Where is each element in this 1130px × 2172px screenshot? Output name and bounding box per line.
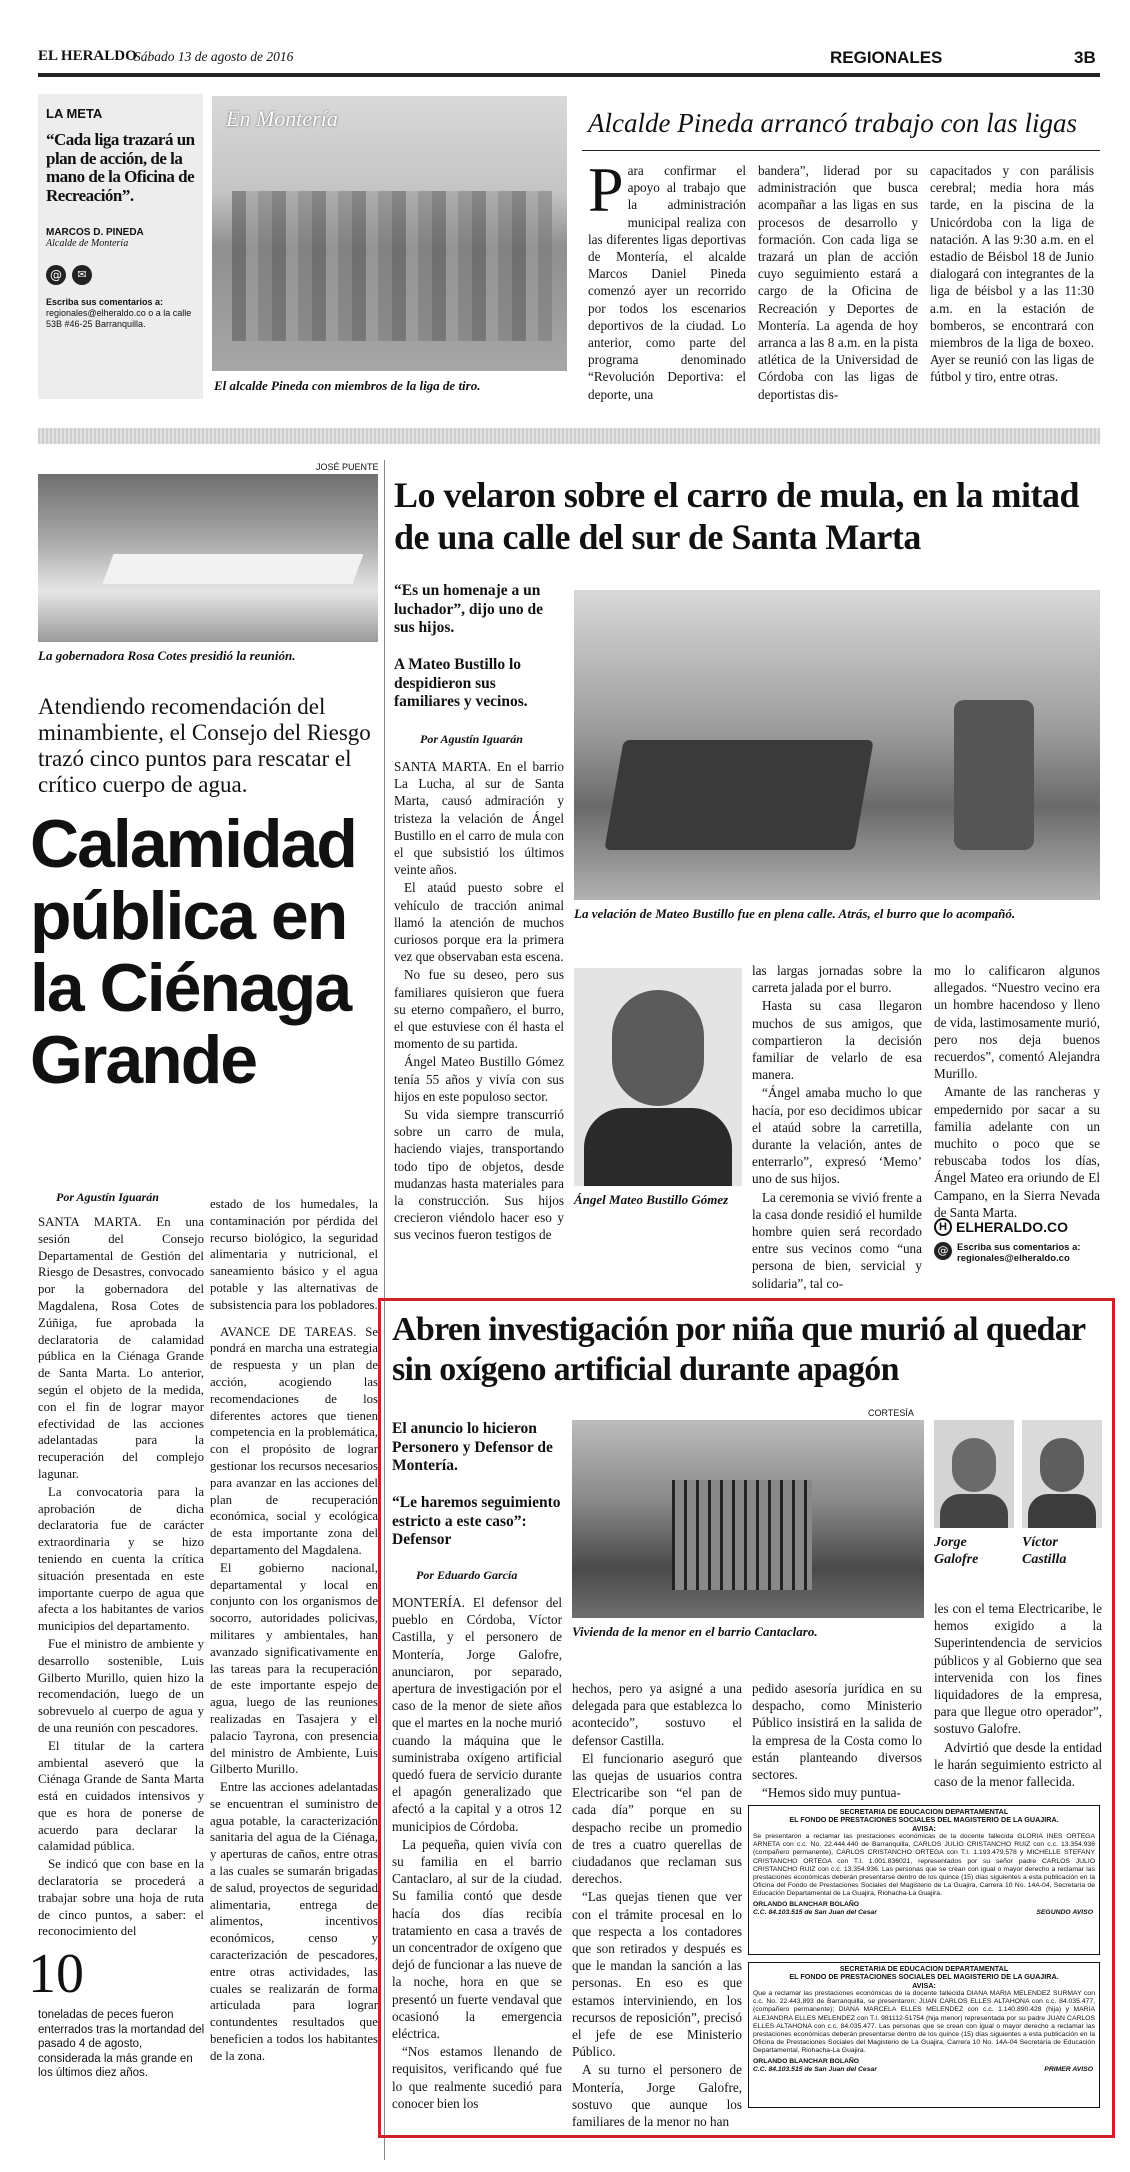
velorio-p5: Su vida siempre transcurrió sobre un carro de mula, haciendo viajes, transportando todo tipo de objetos, desde mudanzas hasta materiales para la construcción. Sus hijos crecieron viéndolo hacer eso y sus vecinos fueron testigos de bbox=[394, 1107, 564, 1243]
at-icon: @ bbox=[934, 1242, 952, 1260]
meta-label: LA META bbox=[46, 106, 103, 121]
monteria-column-2 bbox=[758, 162, 918, 403]
nina-p9: “Hemos sido muy puntua- bbox=[762, 1785, 901, 1801]
paper-name: EL HERALDO bbox=[38, 48, 137, 64]
velorio-column-2 bbox=[752, 962, 922, 1293]
nina-p8: pedido asesoría jurídica en su despacho, como Ministerio Público insistirá en la salida de la empresa de la Costa como lo están planteando diversos sectores. bbox=[752, 1681, 922, 1783]
velorio-headline: Lo velaron sobre el carro de mula, en la mitad de una calle del sur de Santa Marta bbox=[394, 475, 1079, 557]
nina-photo bbox=[572, 1420, 924, 1618]
nina-p7: A su turno el personero de Montería, Jorge Galofre, sostuvo que aunque los familiares de la menor no han bbox=[572, 2062, 742, 2130]
issue-date: Sábado 13 de agosto de 2016 bbox=[134, 49, 294, 64]
nina-deck: El anuncio lo hicieron Personero y Defensor de Montería. bbox=[392, 1420, 553, 1474]
notice-1-signer-id: C.C. 84.103.515 de San Juan del Cesar bbox=[753, 1909, 877, 1917]
velorio-column-3 bbox=[934, 962, 1100, 1222]
cienaga-deck: Atendiendo recomendación del minambiente, el Consejo del Riesgo trazó cinco puntos para rescatar el crítico cuerpo de agua. bbox=[38, 694, 371, 797]
velorio-portrait bbox=[574, 968, 742, 1186]
notice-1-signer: ORLANDO BLANCHAR BOLAÑO bbox=[753, 1900, 860, 1908]
cienaga-photo-caption: La gobernadora Rosa Cotes presidió la reunión. bbox=[38, 648, 296, 663]
nina-p5: El funcionario aseguró que las quejas de usuarios contra Electricaribe son “el pan de cada día” porque en su despacho recibe un promedio de tres a cuatro querellas de ciudadanos que reclaman sus derechos. bbox=[572, 1750, 742, 1887]
monteria-text-1: ara confirmar el apoyo al trabajo que la administración municipal realiza con las diferentes ligas deportivas de Montería, el alcalde Marcos Daniel Pineda comenzó ayer un recorrido por todos los escenarios deportivos de la ciudad. Lo anterior, como parte del programa denominado “Revolución Deportiva: el deporte, una bbox=[588, 163, 746, 402]
monteria-photo-caption: El alcalde Pineda con miembros de la liga de tiro. bbox=[214, 378, 481, 393]
cienaga-p7: AVANCE DE TAREAS. Se pondrá en marcha una estrategia de respuesta y un plan de acción, acogiendo las recomendaciones de los diferentes actores que tienen competencia en la problemática, con el propósito de lograr gestionar los recursos necesarios para avanzar en las acciones del plan de recuperación económica, social y ecológica de esta importante zona del departamento del Magdalena. bbox=[210, 1324, 378, 1557]
section-name: REGIONALES bbox=[830, 48, 943, 67]
monteria-headline: Alcalde Pineda arrancó trabajo con las ligas bbox=[588, 108, 1077, 138]
cienaga-headline: Calamidad pública en la Ciénaga Grande bbox=[30, 806, 356, 1098]
notice-1-title-1: SECRETARIA DE EDUCACION DEPARTAMENTAL bbox=[839, 1807, 1009, 1816]
cienaga-p2: La convocatoria para la aprobación de dicha declaratoria fue de carácter extraordinaria y se hizo teniendo en cuenta la crítica situación presentada en este importante cuerpo de agua que afecta a los habitantes de varios municipios del departamento. bbox=[38, 1484, 204, 1634]
notice-1-number: SEGUNDO AVISO bbox=[1036, 1909, 1093, 1917]
velorio-photo bbox=[574, 590, 1100, 900]
nina-column-4 bbox=[934, 1600, 1102, 1791]
notice-2-signer-id: C.C. 84.103.515 de San Juan del Cesar bbox=[753, 2066, 877, 2074]
masthead-rule bbox=[38, 73, 1100, 77]
velorio-portrait-caption: Ángel Mateo Bustillo Gómez bbox=[574, 1192, 729, 1207]
velorio-photo-caption: La velación de Mateo Bustillo fue en plena calle. Atrás, el burro que lo acompañó. bbox=[574, 906, 1016, 921]
cienaga-stat-text: toneladas de peces fueron enterrados tras la mortandad del pasado 4 de agosto, considerada la más grande en los últimos diez años. bbox=[38, 2009, 205, 2079]
cienaga-p1: SANTA MARTA. En una sesión del Consejo Departamental de Gestión del Riesgo de Desastres, convocado por la gobernadora del Magdalena, Rosa Cotes de Zúñiga, fue aprobada la declaratoria de calamidad pública en la Ciénaga Grande de Santa Marta. Lo anterior, según el objeto de la medida, con el fin de lograr mayor efectividad de las acciones adelantadas para la recuperación del complejo lagunar. bbox=[38, 1215, 204, 1481]
nina-pullquote: “Le haremos seguimiento estricto a este caso”: Defensor bbox=[392, 1494, 561, 1548]
cienaga-p4: El titular de la cartera ambiental aseveró que la Ciénaga Grande de Santa Marta está en cuidados intensivos y que es hora de ponerse de acuerdo para declarar la calamidad pública. bbox=[38, 1738, 204, 1854]
nina-column-1 bbox=[392, 1594, 562, 2113]
velorio-p6: las largas jornadas sobre la carreta jalada por el burro. bbox=[752, 963, 922, 996]
nina-portrait-1 bbox=[934, 1420, 1014, 1528]
nina-p4: hechos, pero ya asigné a una delegada para que establezca lo acontecido”, sostuvo el defensor Castilla. bbox=[572, 1681, 742, 1748]
velorio-p7: Hasta su casa llegaron muchos de sus amigos, que compartieron la decisión familiar de velarlo de esa manera. bbox=[752, 998, 922, 1083]
cienaga-p9: Entre las acciones adelantadas se encuentran el suministro de agua potable, la caracterización sanitaria del agua de la Ciénaga, y aperturas de caños, entre otras a las cuales se sumarán brigadas de salud, proyectos de seguridad alimentaria, entrega de alimentos, incentivos económicos, censo y caracterización de pescadores, entre otras actividades, las cuales se realizarán de forma articulada para lograr contundentes resultados que beneficien a todos los habitantes de la zona. bbox=[210, 1780, 378, 2063]
site-contact-email: regionales@elheraldo.co bbox=[957, 1253, 1070, 1264]
nina-p1: MONTERÍA. El defensor del pueblo en Córdoba, Víctor Castilla, y el personero de Montería, Jorge Galofre, anunciaron, por separado, apertura de investigación por el caso de la menor de siete años que el martes en la noche murió cuando la máquina que le suministraba oxígeno artificial quedó fuera de servicio durante el apagón generalizado que afectó a la capital y a otros 12 municipios de Córdoba. bbox=[392, 1595, 562, 1834]
nina-portrait-2 bbox=[1022, 1420, 1102, 1528]
velorio-p9: La ceremonia se vivió frente a la casa donde residió el humilde hombre quien será recordado entre sus vecinos como “una persona de bien, servicial y solidaria”, tal co- bbox=[752, 1189, 923, 1291]
monteria-kicker: En Montería bbox=[226, 106, 338, 131]
nina-p3: “Nos estamos llenando de requisitos, verificando qué fue lo que realmente sucedió para conocer bien los bbox=[392, 2044, 562, 2111]
velorio-p1: SANTA MARTA. En el barrio La Lucha, al sur de Santa Marta, causó admiración y tristeza la velación de Ángel Bustillo en el carro de mula con el que subsistió los últimos veinte años. bbox=[394, 759, 564, 878]
nina-byline: Por Eduardo García bbox=[416, 1568, 518, 1582]
notice-2-signer: ORLANDO BLANCHAR BOLAÑO bbox=[753, 2057, 860, 2065]
velorio-column-1 bbox=[394, 758, 564, 1245]
nina-portrait-1-caption: Jorge Galofre bbox=[934, 1535, 979, 1567]
notice-2-label: AVISA: bbox=[912, 1980, 936, 1990]
velorio-p2: El ataúd puesto sobre el vehículo de tracción animal llamó la atención de muchos curiosos porque era la primera vez que observaban esta escena. bbox=[394, 880, 564, 965]
velorio-p4: Ángel Mateo Bustillo Gómez tenía 55 años y vivía con sus hijos en este populoso sector. bbox=[394, 1054, 564, 1104]
cienaga-photo-credit: JOSÉ PUENTE bbox=[316, 462, 379, 472]
nina-p11: Advirtió que desde la entidad le harán seguimiento estricto al caso de la menor fallecida. bbox=[934, 1739, 1102, 1790]
monteria-column-3 bbox=[930, 162, 1094, 386]
velorio-pullquote: “Es un homenaje a un luchador”, dijo uno de sus hijos. bbox=[394, 582, 544, 636]
site-contact-label: Escriba sus comentarios a: bbox=[957, 1242, 1081, 1253]
monteria-photo bbox=[212, 96, 567, 371]
nina-p6: “Las quejas tienen que ver con el trámite procesal en lo que respecta a los contadores que son retirados y después es que le mandan la sanción a las personas. En eso es que estamos interviniendo, en los recursos de reposición”, precisó el jefe de ese Ministerio Público. bbox=[572, 1889, 742, 2060]
notice-2-title-2: EL FONDO DE PRESTACIONES SOCIALES DEL MAGISTERIO DE LA GUAJIRA. bbox=[789, 1972, 1059, 1982]
monteria-column-1 bbox=[588, 154, 746, 403]
site-logo-text: ELHERALDO.CO bbox=[956, 1219, 1068, 1235]
meta-quote: “Cada liga trazará un plan de acción, de la mano de la Oficina de Recreación”. bbox=[46, 130, 195, 205]
site-promo bbox=[934, 1218, 1100, 1264]
velorio-p11: Amante de las rancheras y empedernido por sacar a su familia adelante con un muchito o poco que se rebuscaba todos los días, Ángel Mateo era oriundo de El Campano, en la Sierra Nevada de Santa Marta. bbox=[934, 1084, 1100, 1220]
notice-2-title-1: SECRETARIA DE EDUCACION DEPARTAMENTAL bbox=[839, 1964, 1009, 1973]
nina-column-3 bbox=[752, 1680, 922, 1802]
legal-notice-2 bbox=[748, 1962, 1100, 2108]
cienaga-column-1 bbox=[38, 1214, 204, 1941]
cienaga-stat-number: 10 bbox=[28, 1943, 84, 2005]
meta-author-role: Alcalde de Montería bbox=[46, 238, 129, 249]
cienaga-p6: estado de los humedales, la contaminación por pérdida del recurso biológico, la seguridad alimentaria y nutricional, el saneamiento básico y el agua potable y las alternativas de subsistencia para los pobladores. bbox=[210, 1197, 378, 1312]
meta-box bbox=[38, 94, 203, 399]
cienaga-p5: Se indicó que con base en la declaratoria se procederá a trabajar sobre una hoja de ruta de cinco puntos, a saber: el reconocimiento del bbox=[38, 1857, 204, 1939]
notice-1-label: AVISA: bbox=[912, 1823, 936, 1833]
section-divider bbox=[38, 428, 1100, 444]
notice-1-title-2: EL FONDO DE PRESTACIONES SOCIALES DEL MAGISTERIO DE LA GUAJIRA. bbox=[789, 1815, 1059, 1825]
meta-author: MARCOS D. PINEDA bbox=[46, 227, 144, 238]
cienaga-photo bbox=[38, 474, 378, 642]
nina-p2: La pequeña, quien vivía con su familia en el barrio Cantaclaro, al sur de la ciudad. Su familia contó que desde hacía dos días recibía tratamiento en casa a través de un concentrador de oxígeno que dejó de funcionar a las nueve de la noche, hora en que se presentó un fuerte vendaval que ocasionó la emergencia eléctrica. bbox=[392, 1836, 562, 2042]
page-number: 3B bbox=[1074, 48, 1096, 67]
notice-2-body: Que a reclamar las prestaciones económicas de la docente fallecida DIANA MARIA MELENDEZ SURMAY con c.c. No. 22.443.893 de Barranquilla, se presentaron: JUAN CARLOS ELLES ALTAHONA con c.c. 84.035.477, (compañero permanente); DIANA MARCELA ELLES MELENDEZ con c.c. 1.140.890.428 (hija) y MARIA ALEJANDRA ELLES MELENDEZ con T.I. 981112-51754 (hija menor) representada por su padre JUAN CARLOS ELLES ALTAHONA con c.c. 84.035.477. Las personas que se crean con igual o mayor derecho a reclamar las prestaciones económicas deberán presentarse dentro de los quince (15) días siguientes a esta publicación en la Oficina de Prestaciones Sociales del Magisterio de La Guajira, Carrera 10 No. 14A-04 Secretaría de Educación Departamental, Riohacha-La Guajira. bbox=[753, 1990, 1095, 2054]
cienaga-p8: El gobierno nacional, departamental y local en conjunto con los organismos de socorro, autoridades policivas, militares y ambientales, han avanzado significativamente en las tareas para la recuperación de este importante espejo de agua, luego de las reuniones realizadas en Tasajera y el palacio Tayrona, con presencia del ministro de Ambiente, Luis Gilberto Murillo. bbox=[210, 1560, 378, 1777]
velorio-subdeck: A Mateo Bustillo lo despidieron sus familiares y vecinos. bbox=[394, 656, 528, 710]
heraldo-logo-icon: H bbox=[934, 1218, 952, 1236]
velorio-p3: No fue su deseo, pero sus familiares quisieron que fuera su eterno compañero, el burro, el que estuviese con él hasta el momento de su partida. bbox=[394, 967, 564, 1052]
cienaga-byline: Por Agustín Iguarán bbox=[56, 1190, 159, 1204]
nina-portrait-2-caption: Víctor Castilla bbox=[1022, 1535, 1067, 1567]
notice-1-body: Se presentaron a reclamar las prestaciones económicas de la docente fallecida GLORIA INES ORTEGA ARNETA con c.c. No. 22.444.440 de Barranquilla, CARLOS JULIO CRISTANCHO RUIZ con c.c. 13.354.936 (compañero permanente), CARLOS CRISTANCHO ORTEGA con T.I. 1.193.479.578 y MICHELLE STEFANY CRISTANCHO ORTEGA con T.I. 1.001.836021, representados por su señor padre CARLOS JULIO CRISTANCHO RUIZ con c.c. 13.354.936. Las personas que se crean con igual o mayor derecho a reclamar las prestaciones económicas deberán presentarse dentro de los quince (15) días siguientes a esta publicación en la Oficina del Fondo de Prestaciones Sociales del Magisterio de La Guajira, Carrera 10 No. 14A-04, Secretaría de Educación Departamental de La Guajira, Riohacha-La Guajira. bbox=[753, 1833, 1095, 1897]
nina-headline: Abren investigación por niña que murió al quedar sin oxígeno artificial durante apagón bbox=[392, 1311, 1085, 1388]
velorio-byline: Por Agustín Iguarán bbox=[420, 732, 523, 746]
envelope-icon: ✉ bbox=[72, 265, 92, 285]
velorio-p8: “Ángel amaba mucho lo que hacía, por eso decidimos ubicar el ataúd sobre la carretilla, durante la velación, antes de enterrarlo”, expresó ‘Memo’ uno de sus hijos. bbox=[752, 1085, 922, 1187]
monteria-text-3: capacitados y con parálisis cerebral; media hora más tarde, en la piscina de la Unicórdoba con la liga de natación. A las 9:30 a.m. en el estadio de Béisbol 18 de Junio dialogará con integrantes de la liga de béisbol y a las 11:30 a.m. en la estación de bomberos, se encontrará con miembros de la liga de boxeo. Ayer se reunió con las ligas de fútbol y tiro, entre otras. bbox=[930, 163, 1094, 385]
legal-notice-1 bbox=[748, 1805, 1100, 1955]
monteria-text-2: bandera”, liderad por su administración que busca acompañar a las ligas en sus procesos de desarrollo y formación. Con cada liga se trazará un plan de acción cuyo seguimiento estará a cargo de la Oficina de Recreación y Deportes de Montería. La agenda de hoy arranca a las 8 a.m. en la pista atlética de la Universidad de Córdoba con las ligas de deportistas dis- bbox=[758, 163, 918, 402]
nina-column-2 bbox=[572, 1680, 742, 2131]
nina-photo-credit: CORTESÍA bbox=[868, 1408, 914, 1418]
nina-p10: les con el tema Electricaribe, le hemos exigido a la Superintendencia de servicios públicos y al Gobierno que sea intervenida con los fines liquidadores de la empresa, para que llegue otro operador”, sostuvo Galofre. bbox=[934, 1601, 1102, 1737]
velorio-p10: mo lo calificaron algunos allegados. “Nuestro vecino era un hombre hacendoso y lleno de vida, lastimosamente murió, pero nos deja buenos recuerdos”, comentó Alejandra Murillo. bbox=[934, 963, 1100, 1082]
notice-2-number: PRIMER AVISO bbox=[1044, 2066, 1093, 2074]
monteria-dropcap: P bbox=[588, 154, 624, 225]
meta-contact-label: Escriba sus comentarios a: bbox=[46, 297, 164, 307]
cienaga-p3: Fue el ministro de ambiente y desarrollo sostenible, Luis Gilberto Murillo, quien hizo la recomendación, luego de un sobrevuelo al cuerpo de agua y de una reunión con pescadores. bbox=[38, 1636, 204, 1735]
meta-contact-text: regionales@elheraldo.co o a la calle 53B #46-25 Barranquilla. bbox=[46, 308, 192, 329]
nina-photo-caption: Vivienda de la menor en el barrio Cantaclaro. bbox=[572, 1624, 818, 1639]
masthead bbox=[38, 44, 1100, 74]
cienaga-column-2 bbox=[210, 1196, 378, 2066]
at-icon: @ bbox=[46, 265, 66, 285]
